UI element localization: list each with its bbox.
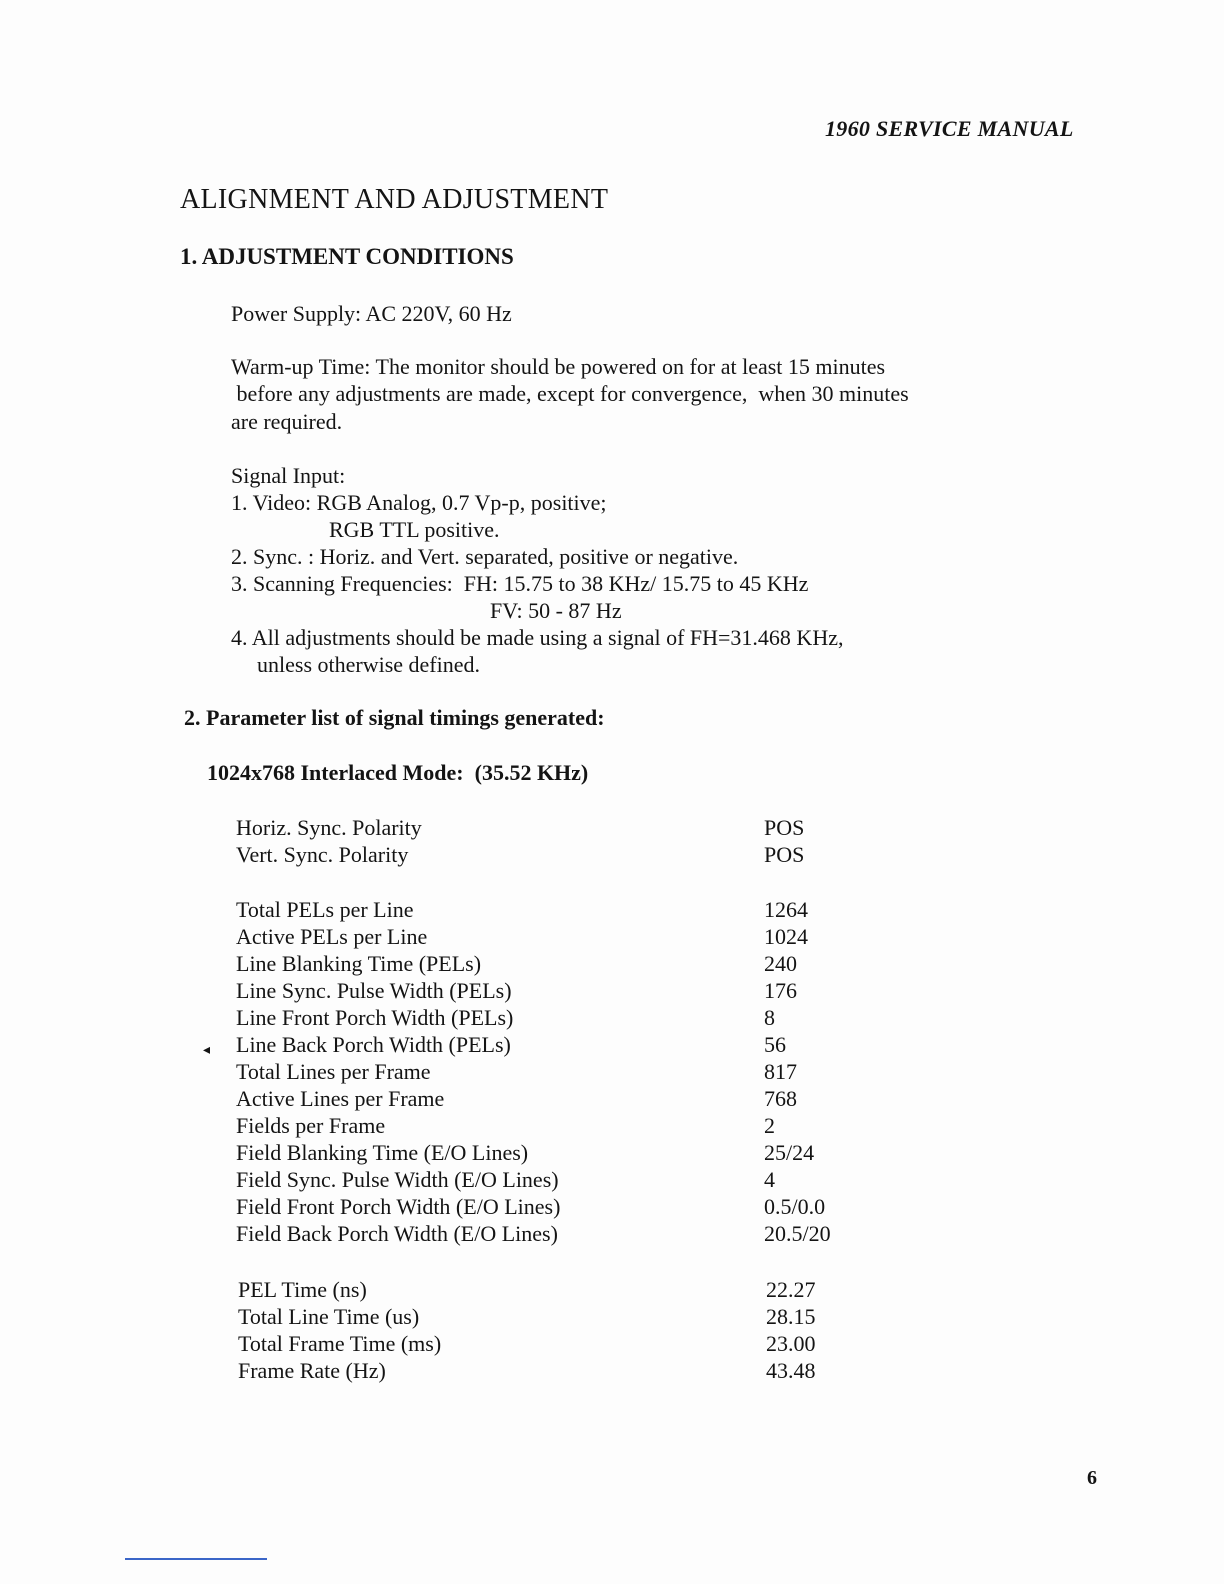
section-heading-adjustment-conditions: 1. ADJUSTMENT CONDITIONS — [180, 244, 514, 269]
param-value: 1024 — [764, 924, 808, 949]
param-label: Active Lines per Frame — [236, 1086, 445, 1111]
signal-item-scanning-fv: FV: 50 - 87 Hz — [490, 598, 622, 623]
param-row — [236, 1085, 876, 1112]
signal-input-label: Signal Input: — [231, 463, 346, 488]
param-label: Horiz. Sync. Polarity — [236, 815, 422, 840]
param-row — [238, 1276, 878, 1303]
warmup-line-3: are required. — [231, 409, 343, 434]
bottom-divider — [125, 1558, 267, 1560]
param-value: POS — [764, 815, 805, 840]
param-label: PEL Time (ns) — [238, 1277, 367, 1302]
param-value: 2 — [764, 1113, 775, 1138]
param-row — [236, 923, 876, 950]
param-value: 22.27 — [766, 1277, 816, 1302]
param-value: 176 — [764, 978, 797, 1003]
param-row — [236, 814, 876, 841]
param-row — [236, 977, 876, 1004]
param-label: Line Front Porch Width (PELs) — [236, 1005, 514, 1030]
param-label: Line Blanking Time (PELs) — [236, 951, 482, 976]
param-label: Field Back Porch Width (E/O Lines) — [236, 1221, 558, 1246]
param-value: 43.48 — [766, 1358, 816, 1383]
param-label: Line Sync. Pulse Width (PELs) — [236, 978, 512, 1003]
param-row — [236, 1058, 876, 1085]
warmup-line-2: before any adjustments are made, except for convergence, when 30 minutes — [231, 381, 909, 406]
page-title: ALIGNMENT AND ADJUSTMENT — [180, 184, 609, 215]
param-row — [236, 1139, 876, 1166]
param-value: 23.00 — [766, 1331, 816, 1356]
signal-item-adjustments-cont: unless otherwise defined. — [257, 652, 480, 677]
param-label: Active PELs per Line — [236, 924, 428, 949]
param-value: 4 — [764, 1167, 775, 1192]
param-value: 1264 — [764, 897, 808, 922]
param-value: 768 — [764, 1086, 797, 1111]
param-label: Line Back Porch Width (PELs) — [236, 1032, 511, 1057]
param-row — [236, 841, 876, 868]
param-label: Field Front Porch Width (E/O Lines) — [236, 1194, 561, 1219]
power-supply-text: Power Supply: AC 220V, 60 Hz — [231, 301, 512, 326]
param-label: Field Blanking Time (E/O Lines) — [236, 1140, 529, 1165]
param-label: Total Line Time (us) — [238, 1304, 420, 1329]
signal-item-scanning-fh: 3. Scanning Frequencies: FH: 15.75 to 38 KHz/ 15.75 to 45 KHz — [231, 571, 809, 596]
page-number: 6 — [1087, 1467, 1097, 1489]
param-row — [236, 1031, 876, 1058]
signal-item-sync: 2. Sync. : Horiz. and Vert. separated, positive or negative. — [231, 544, 739, 569]
param-row — [236, 1112, 876, 1139]
param-row — [238, 1357, 878, 1384]
signal-item-video: 1. Video: RGB Analog, 0.7 Vp-p, positive; — [231, 490, 607, 515]
param-value: 240 — [764, 951, 797, 976]
bullet-mark: ◂ — [203, 1043, 211, 1058]
param-label: Vert. Sync. Polarity — [236, 842, 409, 867]
param-value: 20.5/20 — [764, 1221, 831, 1246]
manual-header-title: 1960 SERVICE MANUAL — [825, 116, 1074, 141]
param-row — [238, 1303, 878, 1330]
param-row — [236, 1004, 876, 1031]
section-heading-parameter-list: 2. Parameter list of signal timings generated: — [184, 705, 605, 730]
param-label: Field Sync. Pulse Width (E/O Lines) — [236, 1167, 559, 1192]
mode-heading: 1024x768 Interlaced Mode: (35.52 KHz) — [207, 760, 589, 785]
param-label: Frame Rate (Hz) — [238, 1358, 386, 1383]
param-row — [236, 1193, 876, 1220]
param-row — [236, 1220, 876, 1247]
warmup-line-1: Warm-up Time: The monitor should be powered on for at least 15 minutes — [231, 354, 886, 379]
signal-item-adjustments: 4. All adjustments should be made using a signal of FH=31.468 KHz, — [231, 625, 844, 650]
signal-item-video-ttl: RGB TTL positive. — [329, 517, 500, 542]
param-row — [236, 1166, 876, 1193]
param-label: Total Frame Time (ms) — [238, 1331, 442, 1356]
param-row — [236, 950, 876, 977]
param-value: 817 — [764, 1059, 797, 1084]
param-value: 0.5/0.0 — [764, 1194, 826, 1219]
param-value: 56 — [764, 1032, 786, 1057]
param-row — [236, 896, 876, 923]
param-label: Total Lines per Frame — [236, 1059, 431, 1084]
param-value: 28.15 — [766, 1304, 816, 1329]
param-row — [238, 1330, 878, 1357]
param-value: 8 — [764, 1005, 775, 1030]
param-value: POS — [764, 842, 805, 867]
param-value: 25/24 — [764, 1140, 815, 1165]
param-label: Total PELs per Line — [236, 897, 414, 922]
param-label: Fields per Frame — [236, 1113, 386, 1138]
